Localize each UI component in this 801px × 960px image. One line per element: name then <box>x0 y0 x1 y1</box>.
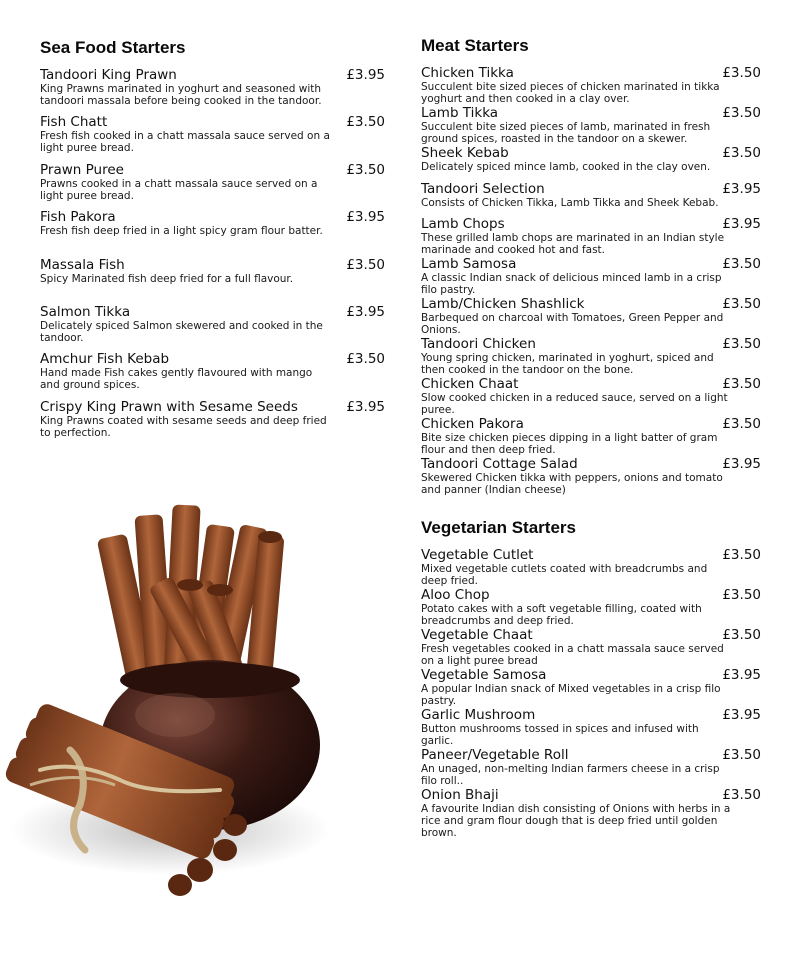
meat-title: Meat Starters <box>421 36 529 55</box>
menu-item <box>421 105 761 145</box>
menu-item-name: Paneer/Vegetable Roll <box>421 747 569 763</box>
menu-item-name: Chicken Tikka <box>421 65 514 81</box>
menu-item-price: £3.95 <box>722 216 761 232</box>
menu-item-description: Young spring chicken, marinated in yoghurt, spiced and then cooked in the tandoor on the bone. <box>421 352 714 376</box>
menu-item <box>40 67 385 114</box>
menu-item-price: £3.50 <box>722 296 761 312</box>
meat-list <box>421 65 761 496</box>
menu-item-price: £3.50 <box>346 161 385 178</box>
menu-item-name: Lamb Samosa <box>421 256 517 272</box>
menu-item-price: £3.50 <box>722 336 761 352</box>
menu-item-price: £3.95 <box>722 707 761 723</box>
menu-item-description: Fresh fish cooked in a chatt massala sauce served on a light puree bread. <box>40 130 330 155</box>
menu-item <box>421 336 761 376</box>
seafood-list <box>40 67 385 446</box>
menu-item <box>421 547 761 587</box>
menu-item-price: £3.50 <box>722 105 761 121</box>
menu-item <box>40 351 385 398</box>
menu-item-description: Delicately spiced mince lamb, cooked in the clay oven. <box>421 161 711 173</box>
menu-item <box>421 667 761 707</box>
menu-item <box>421 587 761 627</box>
menu-item-name: Massala Fish <box>40 256 125 273</box>
menu-item-price: £3.95 <box>722 456 761 472</box>
menu-item <box>40 209 385 256</box>
menu-item-description: Slow cooked chicken in a reduced sauce, served on a light puree. <box>421 392 728 416</box>
menu-item-price: £3.50 <box>722 65 761 81</box>
menu-item <box>421 216 761 256</box>
menu-item-name: Onion Bhaji <box>421 787 499 803</box>
vegetarian-title: Vegetarian Starters <box>421 518 576 537</box>
menu-item <box>421 296 761 336</box>
menu-item-description: King Prawns marinated in yoghurt and seasoned with tandoori massala before being cooked in the tandoor. <box>40 83 322 107</box>
menu-item-description: A favourite Indian dish consisting of Onions with herbs in a rice and gram flour dough that is deep fried until golden brown. <box>421 803 731 839</box>
menu-item-description: Button mushrooms tossed in spices and infused with garlic. <box>421 723 699 747</box>
seafood-column <box>40 38 385 446</box>
menu-item-price: £3.50 <box>722 587 761 603</box>
menu-item <box>421 145 761 181</box>
menu-item <box>421 256 761 296</box>
menu-item-name: Chicken Chaat <box>421 376 519 392</box>
right-column <box>421 36 761 839</box>
menu-item-description: Skewered Chicken tikka with peppers, onions and tomato and panner (Indian cheese) <box>421 472 723 496</box>
menu-item <box>421 456 761 496</box>
menu-item-description: Potato cakes with a soft vegetable filling, coated with breadcrumbs and deep fried. <box>421 603 702 627</box>
menu-item-name: Vegetable Cutlet <box>421 547 534 563</box>
menu-item-price: £3.50 <box>722 145 761 161</box>
menu-item-name: Lamb Tikka <box>421 105 499 121</box>
menu-item-description: An unaged, non-melting Indian farmers cheese in a crisp filo roll.. <box>421 763 720 787</box>
menu-item <box>421 376 761 416</box>
menu-item-name: Vegetable Samosa <box>421 667 547 683</box>
menu-item-name: Sheek Kebab <box>421 145 509 161</box>
menu-item-name: Chicken Pakora <box>421 416 524 432</box>
menu-item <box>421 707 761 747</box>
menu-item-description: Fresh vegetables cooked in a chatt massala sauce served on a light puree bread <box>421 643 724 667</box>
cinnamon-pot-illustration <box>0 495 330 905</box>
menu-item-name: Salmon Tikka <box>40 303 131 320</box>
menu-item-price: £3.95 <box>346 67 385 83</box>
vegetarian-list <box>421 547 761 839</box>
menu-item-name: Prawn Puree <box>40 161 124 178</box>
menu-item-name: Tandoori Chicken <box>421 336 536 352</box>
seafood-title: Sea Food Starters <box>40 38 186 57</box>
menu-item-price: £3.50 <box>722 256 761 272</box>
menu-item-price: £3.50 <box>722 747 761 763</box>
menu-item-name: Fish Chatt <box>40 114 108 131</box>
menu-item-price: £3.50 <box>722 547 761 563</box>
menu-item-description: Delicately spiced Salmon skewered and cooked in the tandoor. <box>40 319 323 344</box>
menu-item-price: £3.95 <box>346 398 385 415</box>
menu-item-name: Lamb/Chicken Shashlick <box>421 296 585 312</box>
menu-item-description: Prawns cooked in a chatt massala sauce served on a light puree bread. <box>40 177 318 202</box>
menu-item <box>421 747 761 787</box>
menu-item-name: Lamb Chops <box>421 216 505 232</box>
menu-item <box>40 114 385 161</box>
menu-item-description: Fresh fish deep fried in a light spicy gram flour batter. <box>40 225 323 238</box>
menu-item <box>421 181 761 217</box>
menu-item-description: These grilled lamb chops are marinated in an Indian style marinade and cooked hot and fast. <box>421 232 725 256</box>
menu-item-name: Fish Pakora <box>40 209 116 226</box>
menu-item <box>421 627 761 667</box>
menu-item-description: Barbequed on charcoal with Tomatoes, Green Pepper and Onions. <box>421 312 724 336</box>
menu-item-price: £3.95 <box>346 303 385 320</box>
menu-item-description: Succulent bite sized pieces of lamb, marinated in fresh ground spices, roasted in the tandoor on a skewer. <box>421 121 711 145</box>
menu-item-description: Bite size chicken pieces dipping in a light batter of gram flour and then deep fried. <box>421 432 718 456</box>
menu-item <box>40 399 385 446</box>
menu-item-price: £3.50 <box>722 416 761 432</box>
menu-item <box>40 162 385 209</box>
menu-item-name: Aloo Chop <box>421 587 490 603</box>
menu-item-price: £3.50 <box>346 351 385 368</box>
menu-item-price: £3.50 <box>722 627 761 643</box>
menu-item-description: Mixed vegetable cutlets coated with breadcrumbs and deep fried. <box>421 563 708 587</box>
menu-item-price: £3.50 <box>722 376 761 392</box>
menu-item <box>421 416 761 456</box>
menu-item-name: Garlic Mushroom <box>421 707 536 723</box>
menu-item-description: Succulent bite sized pieces of chicken marinated in tikka yoghurt and then cooked in a clay over. <box>421 81 720 105</box>
menu-item-description: Spicy Marinated fish deep fried for a full flavour. <box>40 272 294 285</box>
menu-item <box>40 304 385 351</box>
menu-item <box>421 787 761 839</box>
menu-item-name: Tandoori King Prawn <box>40 67 177 83</box>
menu-item <box>40 257 385 304</box>
menu-item-name: Tandoori Selection <box>421 180 545 197</box>
menu-item-name: Crispy King Prawn with Sesame Seeds <box>40 398 298 415</box>
menu-item-description: A classic Indian snack of delicious minced lamb in a crisp filo pastry. <box>421 272 722 296</box>
menu-item-price: £3.50 <box>346 114 385 131</box>
menu-item-description: A popular Indian snack of Mixed vegetables in a crisp filo pastry. <box>421 683 721 707</box>
menu-item-description: King Prawns coated with sesame seeds and deep fried to perfection. <box>40 414 327 439</box>
menu-item-price: £3.95 <box>722 667 761 683</box>
menu-item-name: Amchur Fish Kebab <box>40 351 170 368</box>
menu-item-description: Hand made Fish cakes gently flavoured with mango and ground spices. <box>40 367 313 392</box>
menu-item-price: £3.50 <box>722 787 761 803</box>
menu-item-description: Consists of Chicken Tikka, Lamb Tikka and Sheek Kebab. <box>421 196 719 209</box>
menu-item-name: Tandoori Cottage Salad <box>421 456 578 472</box>
menu-item-price: £3.95 <box>346 209 385 226</box>
menu-item-price: £3.95 <box>722 180 761 197</box>
menu-item-price: £3.50 <box>346 256 385 273</box>
menu-item <box>421 65 761 105</box>
menu-item-name: Vegetable Chaat <box>421 627 533 643</box>
